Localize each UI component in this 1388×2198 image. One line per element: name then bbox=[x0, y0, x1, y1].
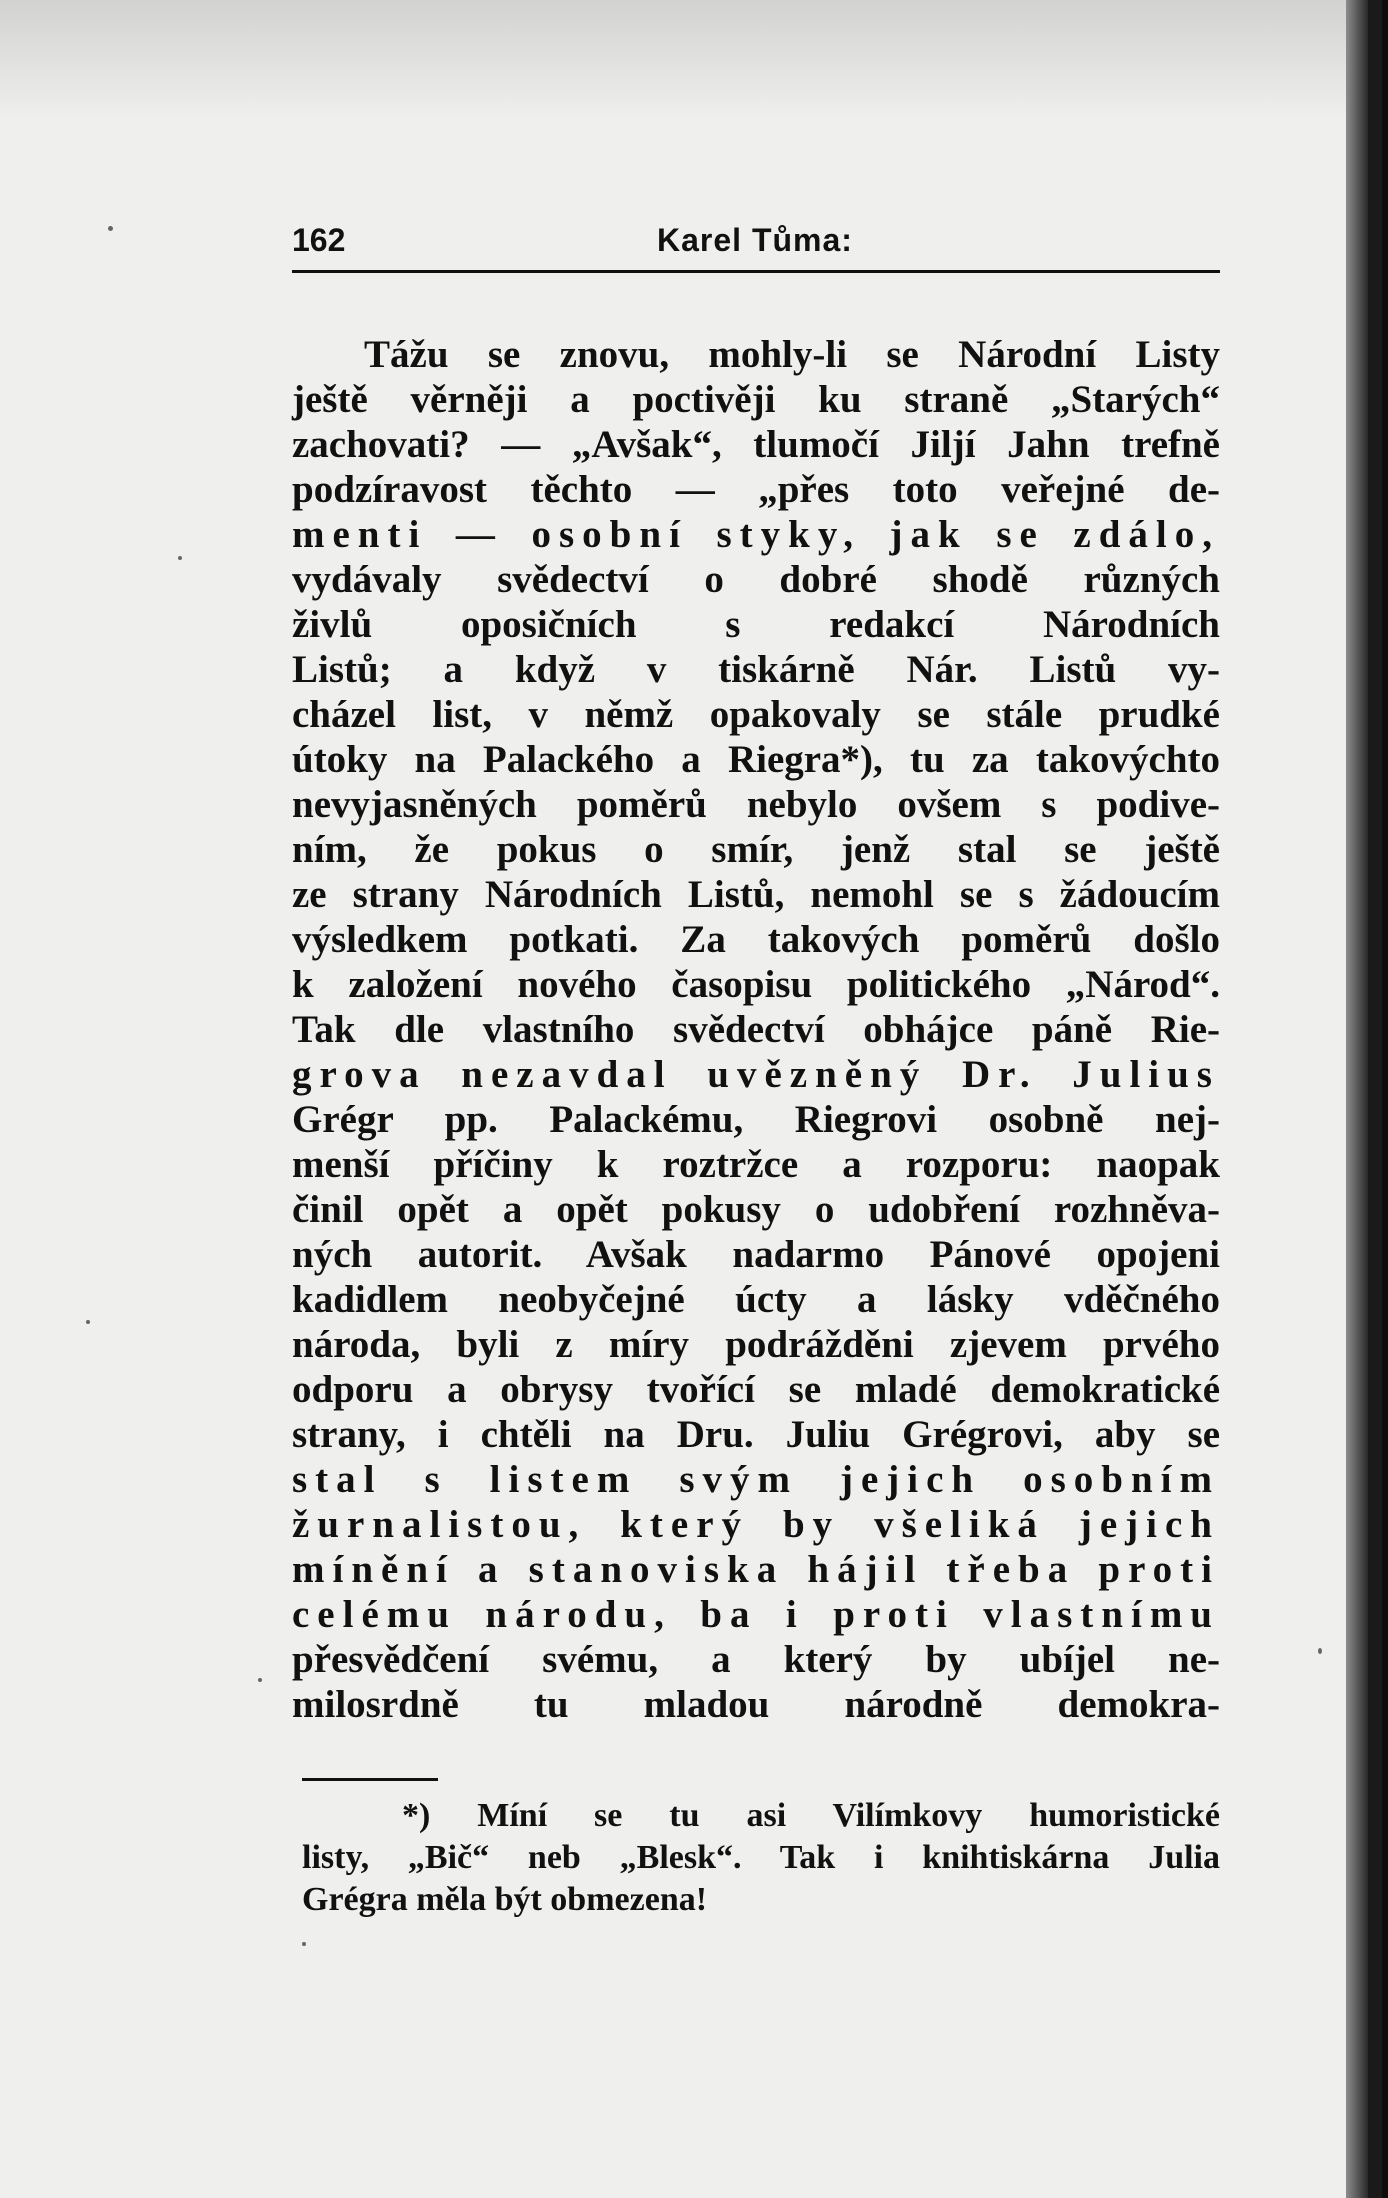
footnote-rule bbox=[302, 1778, 438, 1781]
scan-border bbox=[1382, 0, 1388, 2198]
text-line: menti — osobní styky, jak se zdálo, bbox=[292, 513, 1220, 556]
text-line: Tak dle vlastního svědectví obhájce páně Rie- bbox=[292, 1008, 1220, 1051]
text-line: stal s listem svým jejich osobním bbox=[292, 1458, 1220, 1501]
text-line: Tážu se znovu, mohly-li se Národní Listy bbox=[364, 333, 1220, 376]
text-line: podzíravost těchto — „přes toto veřejné de- bbox=[292, 468, 1220, 511]
text-line: útoky na Palackého a Riegra*), tu za takovýchto bbox=[292, 738, 1220, 781]
scan-speck bbox=[86, 1320, 90, 1324]
text-line: zachovati? — „Avšak“, tlumočí Jiljí Jahn trefně bbox=[292, 423, 1220, 466]
text-line: cházel list, v němž opakovaly se stále prudké bbox=[292, 693, 1220, 736]
page-number: 162 bbox=[292, 222, 346, 258]
footnote-line: listy, „Bič“ neb „Blesk“. Tak i knihtiskárna Julia bbox=[302, 1839, 1220, 1876]
text-line: celému národu, ba i proti vlastnímu bbox=[292, 1593, 1220, 1636]
page-edge-shadow bbox=[1346, 0, 1368, 2198]
scan-speck bbox=[108, 226, 113, 231]
text-line: odporu a obrysy tvořící se mladé demokratické bbox=[292, 1368, 1220, 1411]
text-line: ním, že pokus o smír, jenž stal se ještě bbox=[292, 828, 1220, 871]
text-line: vydávaly svědectví o dobré shodě různých bbox=[292, 558, 1220, 601]
text-line: Listů; a když v tiskárně Nár. Listů vy- bbox=[292, 648, 1220, 691]
text-line: grova nezavdal uvězněný Dr. Julius bbox=[292, 1053, 1220, 1096]
body-text bbox=[292, 332, 1220, 1727]
footnote-line: *) Míní se tu asi Vilímkovy humoristické bbox=[402, 1797, 1220, 1834]
text-line: k založení nového časopisu politického „Národ“. bbox=[292, 963, 1220, 1006]
scan-speck bbox=[258, 1678, 262, 1682]
text-line: strany, i chtěli na Dru. Juliu Grégrovi, aby se bbox=[292, 1413, 1220, 1456]
footnote-line: Grégra měla být obmezena! bbox=[302, 1881, 708, 1918]
text-line: ještě věrněji a poctivěji ku straně „Starých“ bbox=[292, 378, 1220, 421]
text-line: nevyjasněných poměrů nebylo ovšem s podive- bbox=[292, 783, 1220, 826]
text-line: výsledkem potkati. Za takových poměrů došlo bbox=[292, 918, 1220, 961]
text-line: Grégr pp. Palackému, Riegrovi osobně nej- bbox=[292, 1098, 1220, 1141]
page-header bbox=[292, 222, 1220, 273]
scan-speck bbox=[1318, 1648, 1322, 1654]
scan-speck bbox=[302, 1942, 306, 1946]
text-line: milosrdně tu mladou národně demokra- bbox=[292, 1683, 1220, 1726]
text-line: žurnalistou, který by všeliká jejich bbox=[292, 1503, 1220, 1546]
running-head-author: Karel Tůma: bbox=[657, 222, 853, 258]
text-line: národa, byli z míry podrážděni zjevem prvého bbox=[292, 1323, 1220, 1366]
text-line: činil opět a opět pokusy o udobření rozhněva- bbox=[292, 1188, 1220, 1231]
text-line: ných autorit. Avšak nadarmo Pánové opojeni bbox=[292, 1233, 1220, 1276]
text-line: ze strany Národních Listů, nemohl se s žádoucím bbox=[292, 873, 1220, 916]
text-line: přesvědčení svému, a který by ubíjel ne- bbox=[292, 1638, 1220, 1681]
scan-shading bbox=[0, 0, 1368, 120]
text-line: kadidlem neobyčejné úcty a lásky vděčného bbox=[292, 1278, 1220, 1321]
footnote bbox=[302, 1795, 1220, 1921]
text-line: menší příčiny k roztržce a rozporu: naopak bbox=[292, 1143, 1220, 1186]
text-line: živlů oposičních s redakcí Národních bbox=[292, 603, 1220, 646]
scan-speck bbox=[178, 556, 182, 560]
text-line: mínění a stanoviska hájil třeba proti bbox=[292, 1548, 1220, 1591]
